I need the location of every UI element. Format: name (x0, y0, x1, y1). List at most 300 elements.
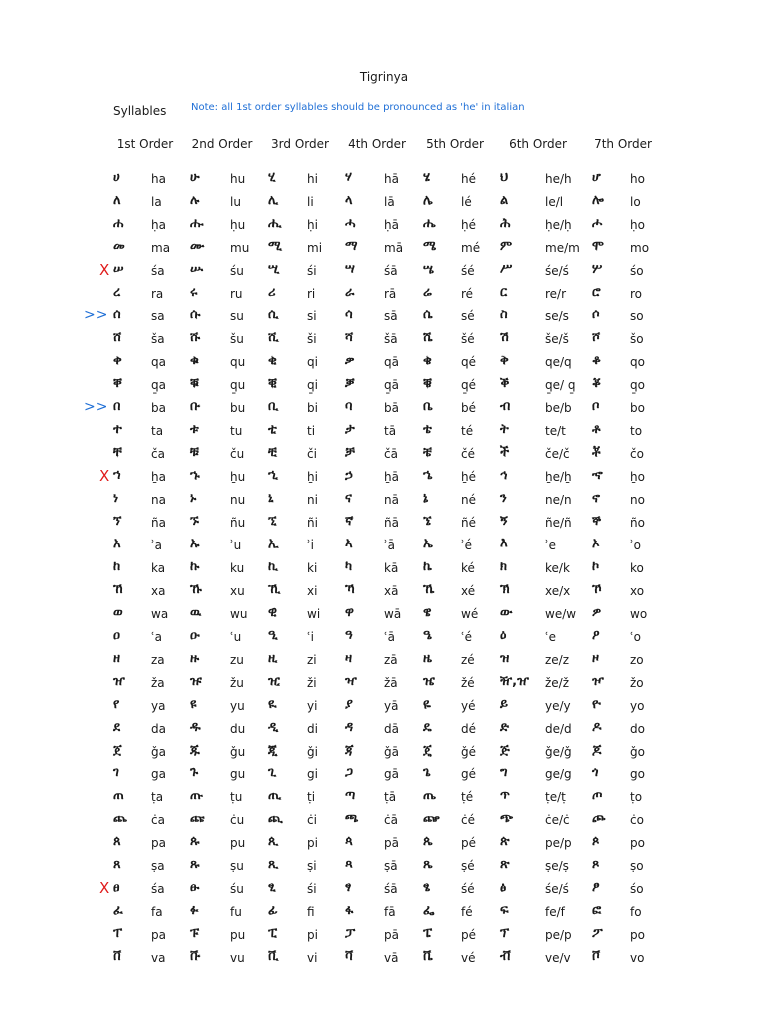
fidel-glyph: ጽ (500, 857, 510, 872)
transliteration: še/š (545, 332, 569, 347)
transliteration: nā (384, 492, 399, 507)
fidel-glyph: ሤ (423, 261, 435, 277)
transliteration: sā (384, 309, 398, 324)
fidel-glyph: ሓ (345, 215, 356, 231)
transliteration: va (151, 950, 166, 965)
fidel-glyph: ሠ (113, 261, 124, 277)
fidel-glyph: ጁ (190, 742, 200, 758)
transliteration: ṭe/ṭ (545, 790, 566, 805)
transliteration: yu (230, 698, 245, 713)
fidel-glyph: ቴ (423, 421, 432, 437)
fidel-glyph: ኅ (500, 467, 508, 483)
transliteration: pé (461, 836, 476, 851)
syllable-row (0, 605, 768, 628)
fidel-glyph: ዲ (268, 719, 279, 735)
fidel-glyph: ቒ (268, 376, 277, 392)
fidel-glyph: ማ (345, 238, 358, 254)
transliteration: fu (230, 904, 242, 919)
transliteration: zi (307, 652, 317, 667)
fidel-glyph: ጨ (113, 811, 127, 827)
transliteration: ǧe/ǧ (545, 744, 572, 759)
fidel-glyph: ዡ (190, 673, 202, 689)
transliteration: hi (307, 172, 318, 186)
red-x-marker: X (99, 878, 110, 897)
syllable-row (0, 353, 768, 376)
transliteration: vi (307, 950, 318, 965)
fidel-glyph: ቂ (268, 353, 277, 369)
transliteration: šā (384, 332, 398, 347)
fidel-glyph: ቱ (190, 421, 199, 437)
fidel-glyph: ድ (500, 719, 509, 735)
transliteration: śi (307, 263, 317, 278)
fidel-glyph: ሕ (500, 215, 511, 231)
transliteration: ku (230, 561, 245, 576)
transliteration: ño (630, 515, 645, 530)
fidel-glyph: ጳ (345, 834, 353, 850)
fidel-glyph: ጉ (190, 765, 199, 781)
transliteration: ʾe (545, 538, 557, 553)
syllable-row (0, 536, 768, 559)
transliteration: ċo (630, 813, 644, 828)
fidel-glyph: ፐ (113, 925, 123, 941)
transliteration: ṭi (307, 790, 316, 805)
syllable-row (0, 514, 768, 537)
transliteration: gi (307, 767, 318, 782)
fidel-glyph: ጋ (345, 765, 354, 781)
fidel-glyph: ጪ (268, 811, 283, 827)
fidel-glyph: ቾ (592, 444, 601, 460)
order-header: 1st Order (116, 137, 174, 151)
fidel-glyph: ጌ (423, 765, 431, 781)
fidel-glyph: ሂ (268, 170, 276, 185)
fidel-glyph: ጢ (268, 788, 282, 804)
fidel-glyph: በ (113, 399, 121, 414)
transliteration: to (630, 423, 643, 438)
fidel-glyph: መ (113, 238, 125, 254)
fidel-glyph: ኝ (500, 513, 508, 529)
syllable-row (0, 880, 768, 903)
fidel-glyph: ሣ (345, 261, 355, 277)
syllable-row (0, 239, 768, 262)
transliteration: ǧā (384, 744, 399, 759)
fidel-glyph: ኆ (592, 467, 603, 483)
transliteration: ṭa (151, 790, 164, 805)
transliteration: ya (151, 698, 166, 713)
transliteration: bi (307, 401, 318, 415)
fidel-glyph: ወ (113, 605, 123, 621)
transliteration: ve/v (545, 950, 571, 965)
fidel-glyph: ኂ (268, 467, 278, 483)
transliteration: žo (630, 675, 644, 690)
fidel-glyph: ጦ (592, 788, 603, 804)
syllable-row (0, 674, 768, 697)
transliteration: ǧé (461, 744, 476, 759)
transliteration: ʿé (461, 630, 473, 644)
transliteration: lu (230, 194, 241, 209)
transliteration: vu (230, 950, 245, 965)
fidel-glyph: ላ (345, 192, 353, 208)
syllable-row (0, 262, 768, 285)
transliteration: ċi (307, 813, 317, 828)
fidel-glyph: ኮ (592, 559, 600, 575)
transliteration: né (461, 492, 476, 507)
fidel-glyph: ቅ (500, 353, 509, 369)
fidel-glyph: ፔ (423, 925, 433, 941)
transliteration: śa (151, 881, 165, 896)
fidel-glyph: ኣ (345, 536, 353, 552)
page-title: Tigrinya (359, 70, 409, 84)
transliteration: ʿa (151, 630, 163, 644)
fidel-glyph: ዬ (423, 696, 431, 712)
transliteration: žé (461, 675, 475, 690)
fidel-glyph: ኛ (345, 513, 354, 529)
fidel-glyph: ኩ (190, 559, 200, 575)
transliteration: ʿu (230, 630, 242, 644)
transliteration: so (630, 309, 644, 324)
fidel-glyph: ዩ (190, 696, 197, 712)
transliteration: bo (630, 401, 645, 415)
transliteration: ʾi (307, 538, 315, 553)
transliteration: ñe/ñ (545, 515, 572, 530)
fidel-glyph: ዑ (190, 628, 200, 643)
transliteration: ti (307, 423, 316, 438)
transliteration: ṭā (384, 790, 397, 805)
transliteration: ṣo (630, 859, 644, 873)
transliteration: ẖā (384, 469, 399, 484)
fidel-glyph: ቄ (423, 353, 432, 369)
fidel-glyph: ጾ (592, 857, 600, 872)
fidel-glyph: ዳ (345, 719, 354, 735)
syllable-row (0, 330, 768, 353)
fidel-glyph: ኺ (268, 582, 281, 598)
transliteration: za (151, 652, 165, 667)
transliteration: či (307, 446, 317, 461)
syllable-row (0, 582, 768, 605)
fidel-glyph: ሡ (190, 261, 204, 277)
fidel-glyph: ሥ (500, 261, 513, 277)
transliteration: śā (384, 881, 398, 896)
fidel-glyph: ጱ (190, 834, 200, 850)
fidel-glyph: ሻ (345, 330, 354, 346)
transliteration: nu (230, 492, 246, 507)
fidel-glyph: ደ (113, 719, 121, 735)
transliteration: du (230, 721, 246, 736)
transliteration: ñi (307, 515, 318, 530)
transliteration: no (630, 492, 645, 507)
transliteration: hu (230, 172, 246, 186)
transliteration: qo (630, 355, 645, 370)
transliteration: wo (630, 607, 648, 622)
transliteration: q̱ā (384, 378, 399, 393)
transliteration: śé (461, 881, 475, 896)
fidel-glyph: ዠ (113, 673, 125, 689)
fidel-glyph: ኦ (592, 536, 600, 552)
fidel-glyph: ዶ (592, 719, 602, 735)
fidel-glyph: ቑ (190, 376, 199, 392)
fidel-glyph: ሞ (592, 238, 604, 254)
fidel-glyph: ካ (345, 559, 353, 575)
fidel-glyph: ኪ (268, 559, 278, 575)
transliteration: žā (384, 675, 398, 690)
transliteration: ñā (384, 515, 399, 530)
fidel-glyph: ጊ (268, 765, 277, 781)
fidel-glyph: ቺ (268, 444, 277, 460)
transliteration: ha (151, 172, 166, 186)
transliteration: ʿo (630, 630, 642, 644)
fidel-glyph: ኚ (268, 513, 277, 529)
fidel-glyph: ሉ (190, 192, 200, 208)
fidel-glyph: ኑ (190, 490, 197, 506)
transliteration: qā (384, 355, 399, 370)
transliteration: śo (630, 263, 644, 278)
order-header: 3rd Order (271, 137, 329, 151)
transliteration: pu (230, 927, 246, 942)
transliteration: fa (151, 904, 163, 919)
fidel-glyph: ቨ (113, 948, 122, 964)
fidel-glyph: ጂ (268, 742, 278, 758)
transliteration: ko (630, 561, 644, 576)
fidel-glyph: ሢ (268, 261, 280, 277)
fidel-glyph: ሜ (423, 238, 437, 254)
transliteration: te/t (545, 423, 566, 438)
fidel-glyph: ቔ (423, 376, 432, 392)
transliteration: ri (307, 286, 316, 301)
transliteration: pā (384, 927, 399, 942)
transliteration: lé (461, 194, 472, 209)
syllable-row (0, 949, 768, 972)
fidel-glyph: ዌ (423, 605, 432, 621)
transliteration: kā (384, 561, 399, 576)
fidel-glyph: ብ (500, 399, 511, 414)
transliteration: ši (307, 332, 317, 347)
transliteration: če/č (545, 446, 570, 461)
red-x-marker: X (99, 466, 110, 485)
transliteration: ẖo (630, 469, 645, 484)
fidel-glyph: ሽ (500, 330, 509, 346)
fidel-glyph: ኹ (190, 582, 202, 598)
fidel-glyph: ሌ (423, 192, 433, 208)
transliteration: xé (461, 584, 476, 599)
fidel-glyph: ሩ (190, 284, 198, 300)
transliteration: ge/g (545, 767, 572, 782)
transliteration: ṣé (461, 859, 475, 873)
fidel-glyph: ቪ (268, 948, 279, 964)
section-label: Syllables (113, 104, 167, 118)
transliteration: ʾā (384, 538, 396, 553)
fidel-glyph: ቦ (592, 399, 600, 414)
transliteration: po (630, 836, 645, 851)
transliteration: be/b (545, 401, 572, 415)
transliteration: qe/q (545, 355, 572, 370)
fidel-glyph: ኘ (113, 513, 122, 529)
fidel-glyph: ኽ (500, 582, 510, 598)
transliteration: xā (384, 584, 399, 599)
fidel-glyph: ጤ (423, 788, 436, 804)
transliteration: ḥe/ḥ (545, 217, 572, 232)
transliteration: q̱o (630, 378, 645, 393)
syllable-row (0, 170, 768, 193)
syllable-row (0, 697, 768, 720)
fidel-glyph: ሃ (345, 170, 352, 185)
fidel-glyph: ስ (500, 307, 508, 323)
fidel-glyph: ሾ (592, 330, 601, 346)
transliteration: šé (461, 332, 475, 347)
fidel-glyph: ሸ (113, 330, 122, 346)
fidel-glyph: ኻ (345, 582, 355, 598)
transliteration: ǧi (307, 744, 318, 759)
fidel-glyph: ፀ (113, 879, 120, 895)
transliteration: ʾu (230, 538, 242, 553)
transliteration: śu (230, 881, 244, 896)
transliteration: bā (384, 401, 399, 415)
transliteration: ʿi (307, 630, 315, 644)
fidel-glyph: ሬ (423, 284, 432, 300)
fidel-glyph: ፌ (423, 902, 435, 918)
syllable-row (0, 743, 768, 766)
transliteration: si (307, 309, 317, 324)
transliteration: ṭo (630, 790, 643, 805)
transliteration: rā (384, 286, 397, 301)
transliteration: pe/p (545, 836, 572, 851)
transliteration: ṣe/ṣ (545, 859, 569, 873)
fidel-glyph: ፖ (592, 925, 603, 941)
fidel-glyph: ጼ (423, 857, 433, 872)
fidel-glyph: ት (500, 421, 509, 437)
fidel-glyph: ከ (113, 559, 121, 575)
fidel-glyph: ቮ (592, 948, 601, 964)
fidel-glyph: ፅ (500, 879, 507, 895)
transliteration: ga (151, 767, 166, 782)
transliteration: di (307, 721, 318, 736)
syllable-row (0, 788, 768, 811)
fidel-glyph: ሖ (592, 215, 603, 231)
fidel-glyph: ፋ (345, 902, 354, 918)
transliteration: ċu (230, 813, 245, 828)
fidel-glyph: ን (500, 490, 507, 506)
transliteration: wi (307, 607, 321, 622)
transliteration: yi (307, 698, 318, 713)
transliteration: sa (151, 309, 165, 324)
fidel-glyph: ጩ (190, 811, 205, 827)
fidel-glyph: ዎ (592, 605, 602, 621)
fidel-glyph: ሴ (423, 307, 433, 323)
fidel-glyph: ሪ (268, 284, 276, 300)
transliteration: ro (630, 286, 643, 301)
transliteration: qi (307, 355, 318, 370)
syllable-row (0, 926, 768, 949)
fidel-glyph: ጅ (500, 742, 510, 758)
transliteration: li (307, 194, 314, 209)
fidel-glyph: ኼ (423, 582, 435, 598)
fidel-glyph: ዒ (268, 628, 278, 643)
fidel-glyph: ቭ (500, 948, 511, 964)
fidel-glyph: ህ (500, 170, 509, 185)
fidel-glyph: ጎ (592, 765, 599, 781)
syllable-row (0, 468, 768, 491)
transliteration: qé (461, 355, 476, 370)
transliteration: gā (384, 767, 399, 782)
fidel-glyph: ሲ (268, 307, 279, 323)
transliteration: ḥo (630, 217, 645, 232)
transliteration: dé (461, 721, 476, 736)
transliteration: śa (151, 263, 165, 278)
fidel-glyph: ቖ (592, 376, 601, 392)
fidel-glyph: ዤ (423, 673, 435, 689)
fidel-glyph: ጲ (268, 834, 279, 850)
transliteration: su (230, 309, 244, 324)
transliteration: ñé (461, 515, 476, 530)
fidel-glyph: ዓ (345, 628, 353, 643)
transliteration: ṣa (151, 859, 165, 873)
fidel-glyph: ዥ,ዠ (500, 673, 529, 689)
syllable-row (0, 216, 768, 239)
transliteration: q̱é (461, 378, 476, 393)
fidel-glyph: ሮ (592, 284, 601, 300)
transliteration: mu (230, 240, 250, 255)
fidel-glyph: ጮ (592, 811, 606, 827)
fidel-glyph: ቢ (268, 399, 279, 414)
transliteration: ho (630, 172, 645, 186)
fidel-glyph: ሙ (190, 238, 205, 254)
transliteration: xe/x (545, 584, 571, 599)
fidel-glyph: ኁ (190, 467, 200, 483)
fidel-glyph: ሄ (423, 170, 431, 185)
fidel-glyph: ኾ (592, 582, 602, 598)
fidel-glyph: ግ (500, 765, 508, 781)
fidel-glyph: ል (500, 192, 509, 208)
fidel-glyph: ቕ (500, 376, 510, 392)
transliteration: ké (461, 561, 475, 576)
fidel-glyph: ጬ (423, 811, 440, 827)
fidel-glyph: ኒ (268, 490, 274, 506)
transliteration: xa (151, 584, 166, 599)
transliteration: do (630, 721, 645, 736)
fidel-glyph: ጄ (423, 742, 432, 758)
transliteration: ba (151, 401, 166, 415)
transliteration: fe/f (545, 904, 565, 919)
transliteration: ċé (461, 813, 475, 828)
fidel-glyph: ሐ (113, 215, 124, 231)
transliteration: ze/z (545, 652, 570, 667)
fidel-glyph: ፁ (190, 879, 200, 895)
transliteration: zu (230, 652, 244, 667)
transliteration: ċa (151, 813, 165, 828)
syllable-row (0, 903, 768, 926)
fidel-glyph: ረ (113, 284, 121, 300)
fidel-glyph: ጸ (113, 857, 121, 872)
transliteration: śu (230, 263, 244, 278)
fidel-glyph: ጶ (592, 834, 600, 850)
transliteration: wā (384, 607, 402, 622)
fidel-glyph: ገ (113, 765, 119, 781)
transliteration: la (151, 194, 162, 209)
transliteration: he/h (545, 172, 572, 186)
transliteration: wa (151, 607, 169, 622)
fidel-glyph: ኡ (190, 536, 200, 552)
transliteration: bé (461, 401, 476, 415)
syllable-row (0, 720, 768, 743)
syllable-row (0, 491, 768, 514)
fidel-glyph: ዙ (190, 650, 200, 666)
syllable-row (0, 193, 768, 216)
fidel-glyph: ሺ (268, 330, 279, 346)
transliteration: ẖu (230, 469, 246, 484)
fidel-glyph: ኢ (268, 536, 279, 552)
transliteration: pā (384, 836, 399, 851)
syllable-row (0, 811, 768, 834)
fidel-glyph: አ (113, 536, 121, 552)
transliteration: ǧo (630, 744, 645, 759)
